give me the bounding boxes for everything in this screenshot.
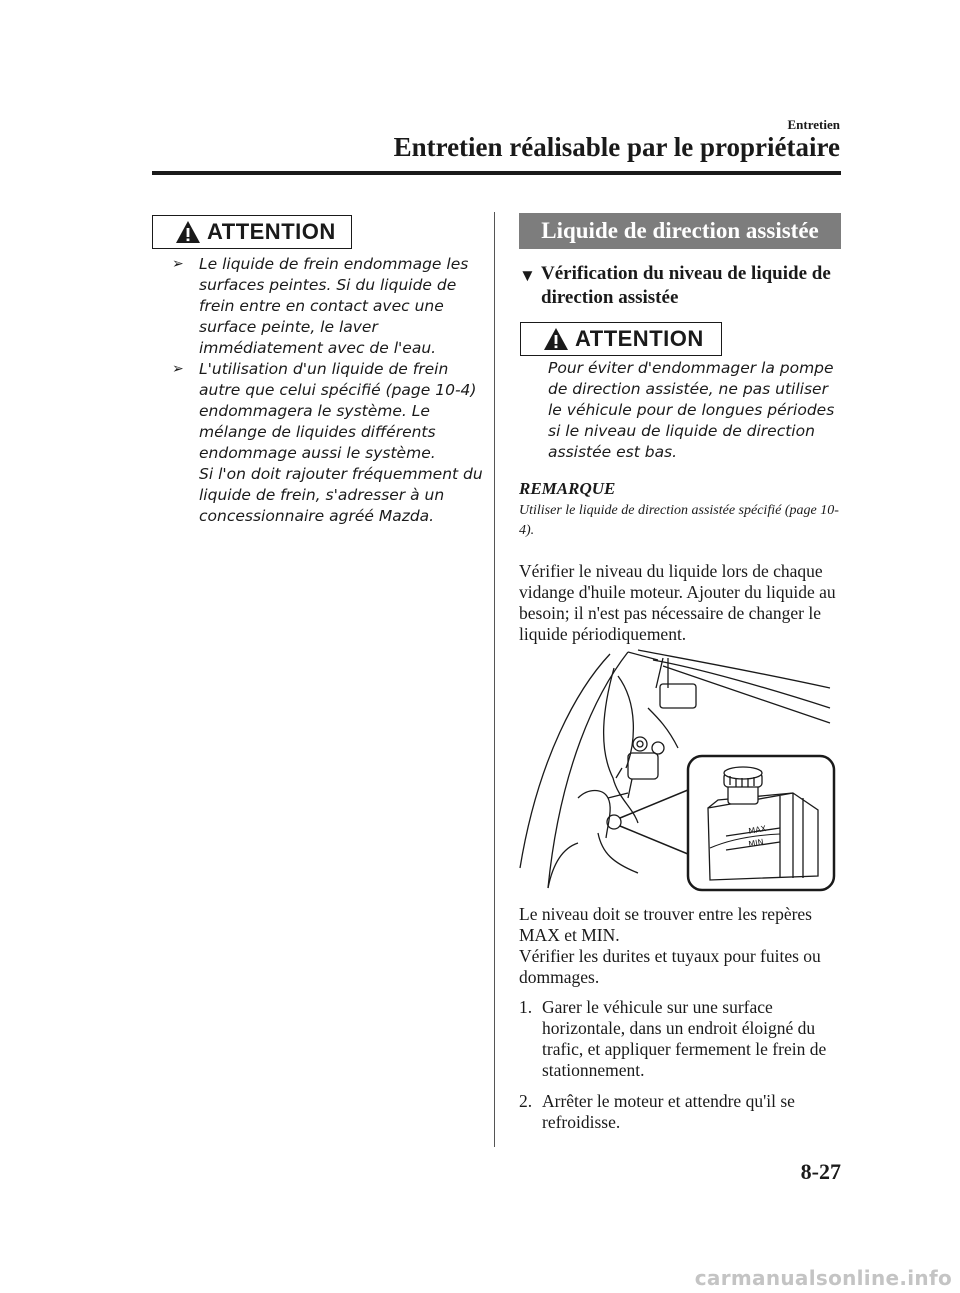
attention-box-left — [152, 215, 352, 249]
note-text: Utiliser le liquide de direction assistée spécifié (page 10-4). — [519, 503, 839, 538]
attention-note: Pour éviter d'endommager la pompe de direction assistée, ne pas utiliser le véhicule pour de longues périodes si le niveau de liquide de direction assistée est bas. — [548, 359, 835, 461]
page-number: 8-27 — [800, 1159, 841, 1184]
section-title-bar: Liquide de direction assistée — [519, 213, 841, 249]
attention-box-right — [520, 322, 722, 356]
engine-bay-illustration — [518, 648, 840, 893]
warning-extra-text: Si l'on doit rajouter fréquemment du liquide de frein, s'adresser à un concessionnaire agréé Mazda. — [199, 465, 483, 525]
min-label: MIN — [747, 837, 765, 849]
list-item — [519, 997, 841, 1081]
paragraph: Le niveau doit se trouver entre les repères MAX et MIN. Vérifier les durites et tuyaux pour fuites ou dommages. — [519, 904, 821, 987]
note-title: REMARQUE — [519, 479, 616, 498]
watermark: carmanualsonline.info — [694, 1266, 952, 1290]
step-number: 1. — [519, 997, 533, 1017]
step-text: Arrêter le moteur et attendre qu'il se refroidisse. — [542, 1091, 795, 1132]
page-title: Entretien réalisable par le propriétaire — [393, 132, 840, 162]
steps-list — [519, 997, 841, 1143]
subheading — [519, 262, 841, 310]
header-rule — [152, 171, 841, 175]
list-item — [172, 254, 490, 359]
subheading-text: Vérification du niveau de liquide de direction assistée — [541, 263, 831, 308]
warning-icon — [543, 327, 569, 351]
paragraph: Vérifier le niveau du liquide lors de chaque vidange d'huile moteur. Ajouter du liquide au besoin; il n'est pas nécessaire de changer le liquide périodiquement. — [519, 561, 836, 644]
list-item — [519, 1091, 841, 1133]
arrow-bullet-icon: ➢ — [172, 361, 184, 377]
triangle-down-icon: ▼ — [519, 266, 536, 285]
warning-list — [172, 254, 490, 527]
section-label: Entretien — [787, 117, 840, 132]
list-item — [172, 359, 490, 527]
max-label: MAX — [747, 824, 767, 836]
arrow-bullet-icon: ➢ — [172, 256, 184, 272]
attention-label: ATTENTION — [575, 326, 704, 351]
attention-label: ATTENTION — [207, 219, 336, 244]
warning-icon — [175, 220, 201, 244]
warning-text: Le liquide de frein endommage les surfaces peintes. Si du liquide de frein entre en contact avec une surface peinte, le laver immédiatement avec de l'eau. — [199, 255, 469, 357]
step-text: Garer le véhicule sur une surface horizontale, dans un endroit éloigné du trafic, et appliquer fermement le frein de stationnement. — [542, 997, 827, 1080]
warning-text: L'utilisation d'un liquide de frein autre que celui spécifié (page 10-4) endommagera le système. Le mélange de liquides différents endommage aussi le système. — [199, 360, 477, 462]
step-number: 2. — [519, 1091, 533, 1111]
column-divider — [494, 212, 495, 1147]
